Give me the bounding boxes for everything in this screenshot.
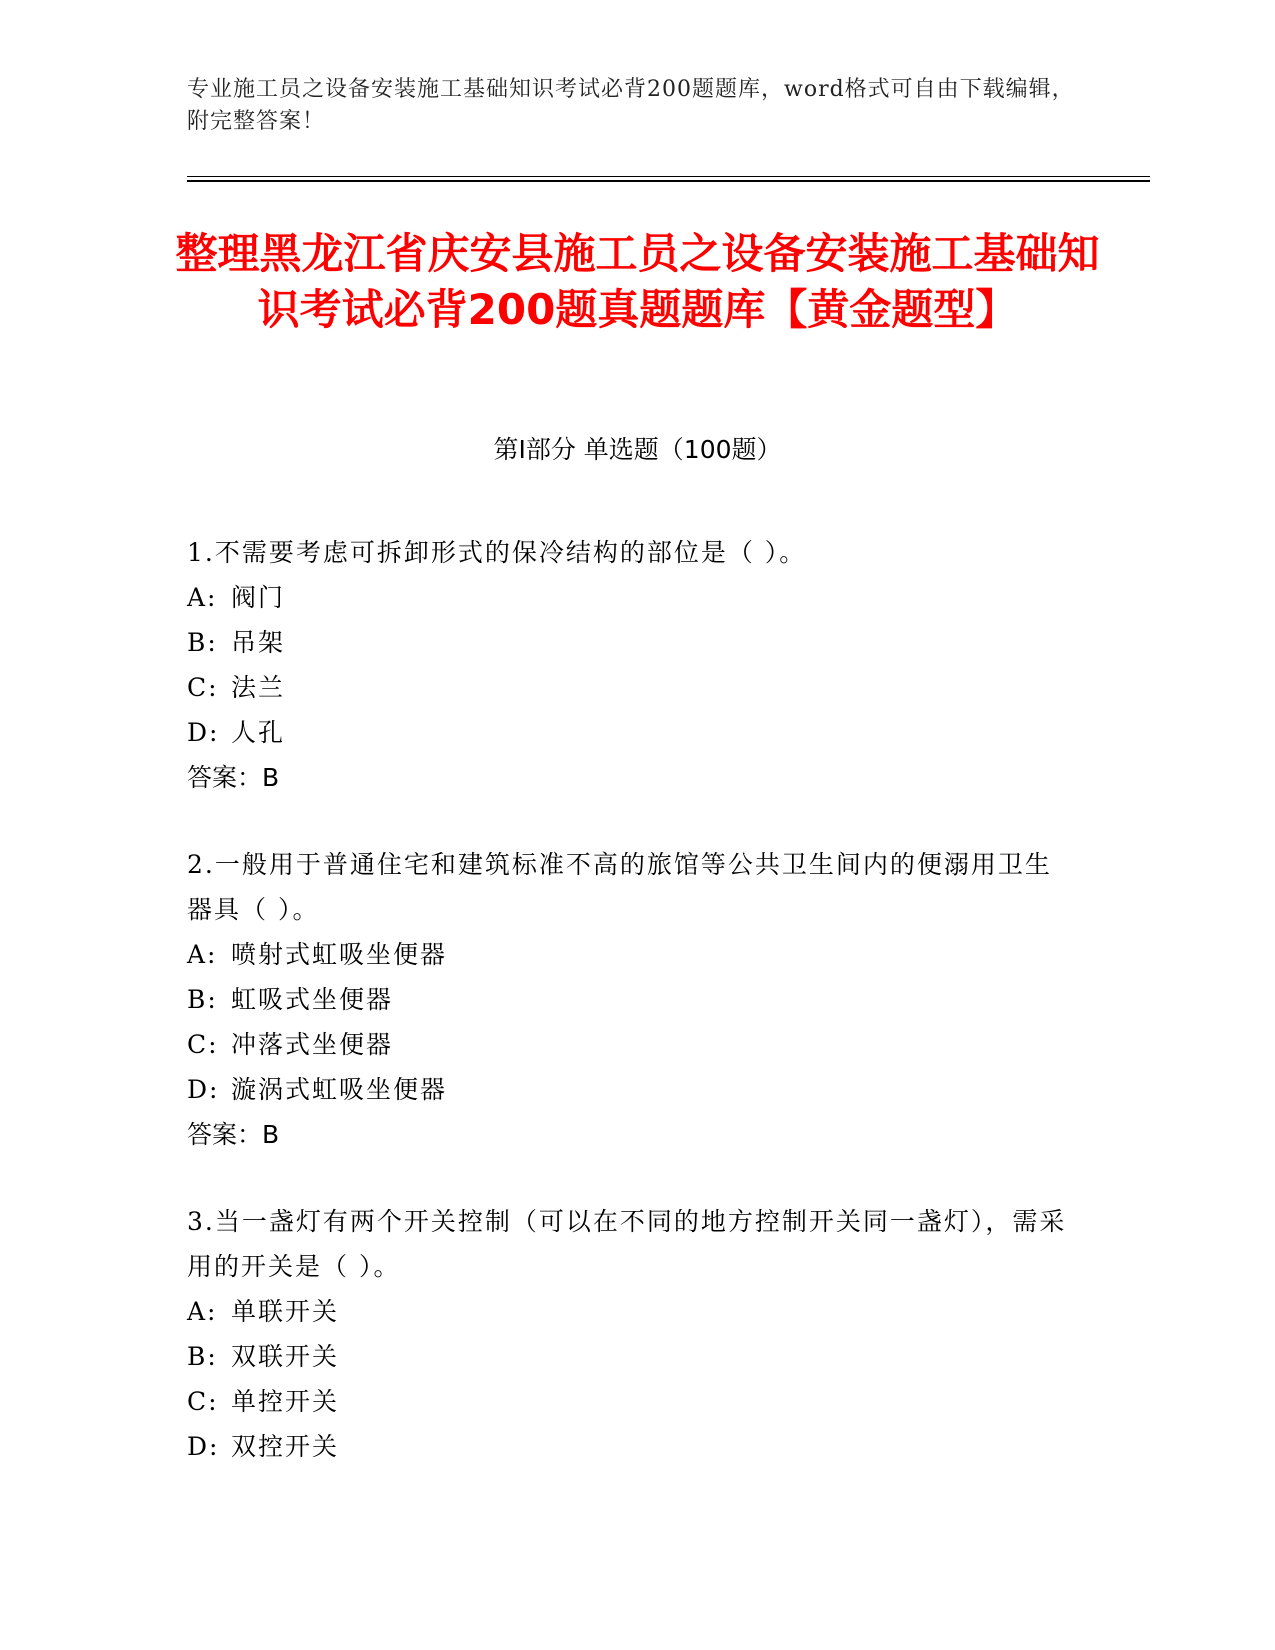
section-title: 第Ⅰ部分 单选题（100题） [493,435,782,464]
option-key: C: [187,1030,219,1059]
option-b [187,977,1067,1022]
option-text: 法兰 [231,673,286,702]
header-rule-thin [187,176,1150,177]
option-key: B: [187,628,218,657]
option-text: 吊架 [231,628,286,657]
option-key: C: [187,673,219,702]
option-d [187,1424,1067,1469]
option-d [187,1067,1067,1112]
option-key: D: [187,1075,220,1104]
option-text: 喷射式虹吸坐便器 [231,940,448,969]
header-note: 专业施工员之设备安装施工基础知识考试必背200题题库，word格式可自由下载编辑，附完整答案！ [187,77,1075,134]
option-key: A: [187,583,218,612]
question-3 [187,1199,1067,1469]
option-a [187,932,1067,977]
option-text: 漩涡式虹吸坐便器 [231,1075,448,1104]
option-text: 单联开关 [231,1297,340,1326]
option-b [187,620,1067,665]
option-text: 人孔 [231,718,286,747]
option-text: 双联开关 [231,1342,340,1371]
option-text: 双控开关 [231,1432,340,1461]
option-key: A: [187,940,218,969]
answer: 答案：B [187,1120,280,1149]
option-text: 单控开关 [231,1387,340,1416]
option-key: B: [187,985,218,1014]
option-key: B: [187,1342,218,1371]
question-stem: 3.当一盏灯有两个开关控制（可以在不同的地方控制开关同一盏灯），需采用的开关是（ ）。 [187,1207,1067,1281]
option-key: C: [187,1387,219,1416]
question-list [187,530,1067,1511]
option-c [187,1022,1067,1067]
option-b [187,1334,1067,1379]
option-key: D: [187,718,220,747]
option-key: D: [187,1432,220,1461]
option-text: 阀门 [231,583,286,612]
question-stem: 2.一般用于普通住宅和建筑标准不高的旅馆等公共卫生间内的便溺用卫生器具（ ）。 [187,850,1052,924]
option-text: 冲落式坐便器 [231,1030,394,1059]
option-text: 虹吸式坐便器 [231,985,394,1014]
option-key: A: [187,1297,218,1326]
question-2 [187,842,1067,1157]
option-c [187,665,1067,710]
option-a [187,575,1067,620]
document-title: 整理黑龙江省庆安县施工员之设备安装施工基础知识考试必背200题真题题库【黄金题型】 [175,229,1100,334]
answer: 答案：B [187,763,280,792]
option-a [187,1289,1067,1334]
question-1 [187,530,1067,800]
option-d [187,710,1067,755]
header-rule-thick [187,180,1150,182]
question-stem: 1.不需要考虑可拆卸形式的保冷结构的部位是（ ）。 [187,538,807,567]
option-c [187,1379,1067,1424]
